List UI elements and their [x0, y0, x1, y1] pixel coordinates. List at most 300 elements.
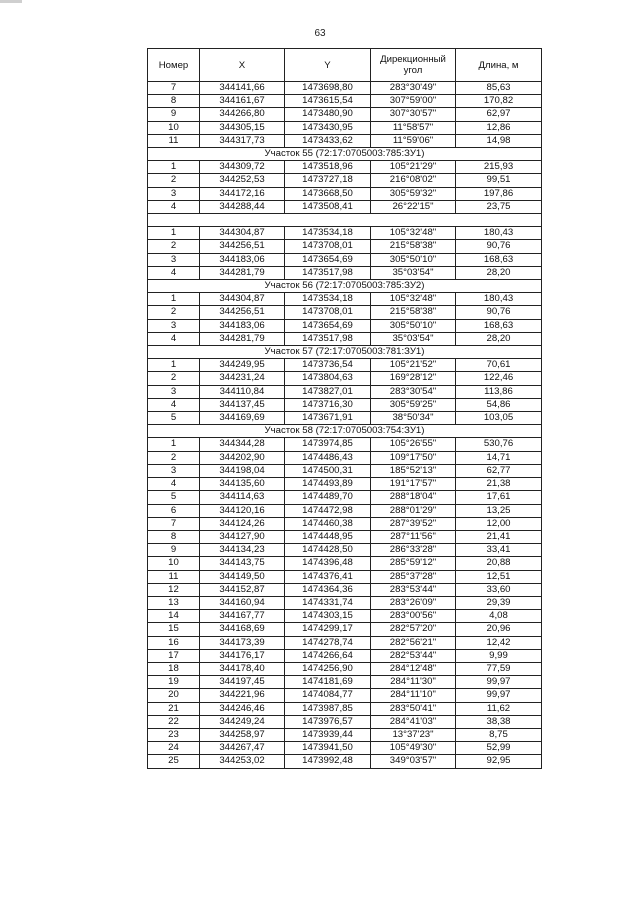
cell-x: 344120,16	[200, 504, 285, 517]
cell-length: 77,59	[456, 662, 542, 675]
section-header-row	[148, 280, 542, 293]
table-row	[148, 134, 542, 147]
cell-y: 1473518,96	[285, 161, 371, 174]
cell-y: 1474396,48	[285, 557, 371, 570]
cell-point-number: 2	[148, 174, 200, 187]
cell-y: 1474460,38	[285, 517, 371, 530]
cell-point-number: 22	[148, 715, 200, 728]
header-direction-angle: Дирекционный угол	[371, 49, 456, 82]
table-row	[148, 755, 542, 768]
cell-length: 85,63	[456, 82, 542, 95]
header-y: Y	[285, 49, 371, 82]
cell-point-number: 19	[148, 676, 200, 689]
cell-direction-angle: 11°59'06"	[371, 134, 456, 147]
cell-direction-angle: 283°26'09"	[371, 596, 456, 609]
cell-point-number: 9	[148, 544, 200, 557]
cell-y: 1474493,89	[285, 478, 371, 491]
table-row	[148, 636, 542, 649]
cell-direction-angle: 285°37'28"	[371, 570, 456, 583]
cell-point-number: 15	[148, 623, 200, 636]
cell-length: 4,08	[456, 610, 542, 623]
table-row	[148, 702, 542, 715]
section-header-row	[148, 425, 542, 438]
cell-length: 12,00	[456, 517, 542, 530]
cell-direction-angle: 283°53'44"	[371, 583, 456, 596]
cell-y: 1473671,91	[285, 412, 371, 425]
cell-point-number: 1	[148, 359, 200, 372]
cell-y: 1474486,43	[285, 451, 371, 464]
cell-direction-angle: 191°17'57"	[371, 478, 456, 491]
table-row	[148, 359, 542, 372]
cell-direction-angle: 284°11'10"	[371, 689, 456, 702]
cell-length: 14,98	[456, 134, 542, 147]
cell-direction-angle: 105°32'48"	[371, 293, 456, 306]
header-number: Номер	[148, 49, 200, 82]
cell-y: 1473534,18	[285, 227, 371, 240]
cell-length: 28,20	[456, 332, 542, 345]
table-row	[148, 662, 542, 675]
section-title: Участок 56 (72:17:0705003:785:ЗУ2)	[148, 280, 542, 293]
cell-y: 1474489,70	[285, 491, 371, 504]
table-row	[148, 596, 542, 609]
cell-x: 344317,73	[200, 134, 285, 147]
cell-point-number: 3	[148, 253, 200, 266]
cell-point-number: 3	[148, 464, 200, 477]
cell-length: 168,63	[456, 319, 542, 332]
cell-x: 344288,44	[200, 200, 285, 213]
cell-length: 8,75	[456, 728, 542, 741]
cell-direction-angle: 109°17'50"	[371, 451, 456, 464]
cell-direction-angle: 105°26'55"	[371, 438, 456, 451]
cell-length: 215,93	[456, 161, 542, 174]
cell-x: 344134,23	[200, 544, 285, 557]
cell-direction-angle: 185°52'13"	[371, 464, 456, 477]
cell-direction-angle: 13°37'23"	[371, 728, 456, 741]
cell-direction-angle: 11°58'57"	[371, 121, 456, 134]
cell-point-number: 6	[148, 504, 200, 517]
cell-direction-angle: 169°28'12"	[371, 372, 456, 385]
cell-point-number: 9	[148, 108, 200, 121]
cell-length: 113,86	[456, 385, 542, 398]
table-row	[148, 398, 542, 411]
cell-length: 33,41	[456, 544, 542, 557]
cell-length: 21,38	[456, 478, 542, 491]
cell-length: 12,86	[456, 121, 542, 134]
cell-x: 344141,66	[200, 82, 285, 95]
cell-y: 1473480,90	[285, 108, 371, 121]
coordinates-table	[147, 48, 542, 769]
cell-y: 1473698,80	[285, 82, 371, 95]
cell-x: 344152,87	[200, 583, 285, 596]
cell-x: 344267,47	[200, 742, 285, 755]
cell-point-number: 8	[148, 530, 200, 543]
cell-point-number: 3	[148, 319, 200, 332]
cell-point-number: 3	[148, 187, 200, 200]
cell-y: 1474331,74	[285, 596, 371, 609]
table-row	[148, 649, 542, 662]
cell-direction-angle: 216°08'02"	[371, 174, 456, 187]
cell-x: 344183,06	[200, 319, 285, 332]
cell-y: 1473992,48	[285, 755, 371, 768]
cell-direction-angle: 305°50'10"	[371, 253, 456, 266]
cell-y: 1473430,95	[285, 121, 371, 134]
table-row	[148, 478, 542, 491]
cell-y: 1474500,31	[285, 464, 371, 477]
header-x: X	[200, 49, 285, 82]
cell-direction-angle: 105°21'29"	[371, 161, 456, 174]
cell-y: 1473534,18	[285, 293, 371, 306]
table-row	[148, 623, 542, 636]
cell-point-number: 7	[148, 82, 200, 95]
table-row	[148, 504, 542, 517]
cell-direction-angle: 307°30'57"	[371, 108, 456, 121]
cell-x: 344197,45	[200, 676, 285, 689]
cell-y: 1473827,01	[285, 385, 371, 398]
cell-x: 344183,06	[200, 253, 285, 266]
cell-direction-angle: 215°58'38"	[371, 306, 456, 319]
cell-x: 344249,95	[200, 359, 285, 372]
section-header-row	[148, 148, 542, 161]
cell-direction-angle: 282°56'21"	[371, 636, 456, 649]
table-row	[148, 121, 542, 134]
cell-x: 344173,39	[200, 636, 285, 649]
cell-x: 344178,40	[200, 662, 285, 675]
cell-point-number: 13	[148, 596, 200, 609]
cell-length: 9,99	[456, 649, 542, 662]
cell-direction-angle: 38°50'34"	[371, 412, 456, 425]
cell-point-number: 25	[148, 755, 200, 768]
cell-x: 344256,51	[200, 306, 285, 319]
cell-y: 1473736,54	[285, 359, 371, 372]
cell-y: 1473668,50	[285, 187, 371, 200]
table-row	[148, 332, 542, 345]
cell-length: 99,97	[456, 676, 542, 689]
table-row	[148, 689, 542, 702]
cell-y: 1473987,85	[285, 702, 371, 715]
cell-x: 344110,84	[200, 385, 285, 398]
cell-y: 1474278,74	[285, 636, 371, 649]
cell-direction-angle: 105°32'48"	[371, 227, 456, 240]
cell-length: 14,71	[456, 451, 542, 464]
cell-direction-angle: 288°01'29"	[371, 504, 456, 517]
cell-x: 344281,79	[200, 266, 285, 279]
cell-direction-angle: 307°59'00"	[371, 95, 456, 108]
table-row	[148, 240, 542, 253]
cell-point-number: 7	[148, 517, 200, 530]
cell-length: 12,51	[456, 570, 542, 583]
table-row	[148, 544, 542, 557]
cell-point-number: 16	[148, 636, 200, 649]
cell-direction-angle: 215°58'38"	[371, 240, 456, 253]
cell-direction-angle: 283°30'49"	[371, 82, 456, 95]
cell-y: 1474472,98	[285, 504, 371, 517]
cell-length: 23,75	[456, 200, 542, 213]
cell-x: 344143,75	[200, 557, 285, 570]
cell-point-number: 18	[148, 662, 200, 675]
cell-x: 344304,87	[200, 227, 285, 240]
cell-length: 90,76	[456, 306, 542, 319]
cell-length: 180,43	[456, 227, 542, 240]
cell-direction-angle: 284°11'30"	[371, 676, 456, 689]
cell-point-number: 2	[148, 451, 200, 464]
cell-point-number: 5	[148, 412, 200, 425]
cell-x: 344169,69	[200, 412, 285, 425]
section-title: Участок 58 (72:17:0705003:754:ЗУ1)	[148, 425, 542, 438]
cell-x: 344176,17	[200, 649, 285, 662]
table-row	[148, 438, 542, 451]
cell-length: 90,76	[456, 240, 542, 253]
table-row	[148, 187, 542, 200]
cell-direction-angle: 283°00'56"	[371, 610, 456, 623]
cell-x: 344221,96	[200, 689, 285, 702]
cell-point-number: 10	[148, 557, 200, 570]
cell-x: 344231,24	[200, 372, 285, 385]
cell-point-number: 12	[148, 583, 200, 596]
cell-length: 92,95	[456, 755, 542, 768]
cell-y: 1473517,98	[285, 332, 371, 345]
cell-point-number: 2	[148, 240, 200, 253]
table-row	[148, 108, 542, 121]
cell-y: 1473708,01	[285, 240, 371, 253]
cell-point-number: 4	[148, 332, 200, 345]
cell-point-number: 21	[148, 702, 200, 715]
cell-y: 1474376,41	[285, 570, 371, 583]
table-row	[148, 464, 542, 477]
cell-direction-angle: 288°18'04"	[371, 491, 456, 504]
cell-direction-angle: 287°39'52"	[371, 517, 456, 530]
cell-y: 1473804,63	[285, 372, 371, 385]
cell-y: 1474181,69	[285, 676, 371, 689]
cell-y: 1474299,17	[285, 623, 371, 636]
cell-direction-angle: 349°03'57"	[371, 755, 456, 768]
cell-x: 344167,77	[200, 610, 285, 623]
cell-point-number: 5	[148, 491, 200, 504]
table-row	[148, 557, 542, 570]
cell-x: 344202,90	[200, 451, 285, 464]
cell-length: 21,41	[456, 530, 542, 543]
cell-length: 62,97	[456, 108, 542, 121]
cell-length: 168,63	[456, 253, 542, 266]
scan-corner-mark	[0, 0, 22, 3]
cell-y: 1473976,57	[285, 715, 371, 728]
cell-point-number: 11	[148, 134, 200, 147]
cell-y: 1473708,01	[285, 306, 371, 319]
table-row	[148, 451, 542, 464]
table-row	[148, 95, 542, 108]
table-row	[148, 293, 542, 306]
cell-length: 13,25	[456, 504, 542, 517]
section-title: Участок 55 (72:17:0705003:785:ЗУ1)	[148, 148, 542, 161]
table-row	[148, 319, 542, 332]
table-row	[148, 161, 542, 174]
cell-length: 530,76	[456, 438, 542, 451]
cell-length: 99,97	[456, 689, 542, 702]
cell-length: 197,86	[456, 187, 542, 200]
cell-length: 38,38	[456, 715, 542, 728]
cell-y: 1474364,36	[285, 583, 371, 596]
cell-length: 62,77	[456, 464, 542, 477]
cell-direction-angle: 305°59'25"	[371, 398, 456, 411]
cell-length: 70,61	[456, 359, 542, 372]
table-body	[148, 82, 542, 769]
cell-length: 11,62	[456, 702, 542, 715]
cell-direction-angle: 286°33'28"	[371, 544, 456, 557]
section-header-row	[148, 346, 542, 359]
cell-y: 1473433,62	[285, 134, 371, 147]
cell-point-number: 4	[148, 200, 200, 213]
cell-direction-angle: 285°59'12"	[371, 557, 456, 570]
cell-direction-angle: 35°03'54"	[371, 332, 456, 345]
blank-row	[148, 214, 542, 227]
cell-direction-angle: 282°53'44"	[371, 649, 456, 662]
cell-y: 1473941,50	[285, 742, 371, 755]
cell-length: 122,46	[456, 372, 542, 385]
cell-length: 54,86	[456, 398, 542, 411]
cell-x: 344309,72	[200, 161, 285, 174]
table-row	[148, 728, 542, 741]
table-row	[148, 742, 542, 755]
cell-x: 344127,90	[200, 530, 285, 543]
cell-point-number: 11	[148, 570, 200, 583]
cell-y: 1474428,50	[285, 544, 371, 557]
cell-point-number: 1	[148, 438, 200, 451]
cell-x: 344198,04	[200, 464, 285, 477]
cell-x: 344160,94	[200, 596, 285, 609]
cell-point-number: 20	[148, 689, 200, 702]
cell-direction-angle: 35°03'54"	[371, 266, 456, 279]
cell-x: 344135,60	[200, 478, 285, 491]
cell-x: 344256,51	[200, 240, 285, 253]
cell-point-number: 14	[148, 610, 200, 623]
cell-direction-angle: 282°57'20"	[371, 623, 456, 636]
cell-y: 1474448,95	[285, 530, 371, 543]
cell-x: 344114,63	[200, 491, 285, 504]
cell-point-number: 24	[148, 742, 200, 755]
cell-length: 33,60	[456, 583, 542, 596]
cell-y: 1474266,64	[285, 649, 371, 662]
cell-x: 344124,26	[200, 517, 285, 530]
cell-length: 99,51	[456, 174, 542, 187]
cell-length: 12,42	[456, 636, 542, 649]
cell-point-number: 4	[148, 266, 200, 279]
cell-y: 1473508,41	[285, 200, 371, 213]
cell-length: 180,43	[456, 293, 542, 306]
table-row	[148, 530, 542, 543]
cell-direction-angle: 105°21'52"	[371, 359, 456, 372]
cell-point-number: 1	[148, 227, 200, 240]
table-row	[148, 491, 542, 504]
table-row	[148, 82, 542, 95]
cell-length: 170,82	[456, 95, 542, 108]
cell-x: 344246,46	[200, 702, 285, 715]
cell-point-number: 3	[148, 385, 200, 398]
cell-point-number: 2	[148, 372, 200, 385]
cell-direction-angle: 283°50'41"	[371, 702, 456, 715]
cell-point-number: 2	[148, 306, 200, 319]
table-row	[148, 174, 542, 187]
table-row	[148, 372, 542, 385]
cell-point-number: 23	[148, 728, 200, 741]
cell-direction-angle: 305°59'32"	[371, 187, 456, 200]
cell-length: 103,05	[456, 412, 542, 425]
cell-y: 1473654,69	[285, 319, 371, 332]
table-row	[148, 610, 542, 623]
cell-y: 1473615,54	[285, 95, 371, 108]
table-row	[148, 570, 542, 583]
cell-x: 344161,67	[200, 95, 285, 108]
cell-length: 28,20	[456, 266, 542, 279]
cell-y: 1473939,44	[285, 728, 371, 741]
cell-x: 344149,50	[200, 570, 285, 583]
table-row	[148, 266, 542, 279]
table-row	[148, 412, 542, 425]
cell-point-number: 4	[148, 398, 200, 411]
table-row	[148, 676, 542, 689]
table-row	[148, 253, 542, 266]
table-header-row	[148, 49, 542, 82]
cell-x: 344305,15	[200, 121, 285, 134]
cell-direction-angle: 26°22'15"	[371, 200, 456, 213]
header-length: Длина, м	[456, 49, 542, 82]
table-row	[148, 227, 542, 240]
cell-y: 1473727,18	[285, 174, 371, 187]
cell-point-number: 1	[148, 161, 200, 174]
cell-x: 344249,24	[200, 715, 285, 728]
cell-x: 344266,80	[200, 108, 285, 121]
cell-length: 20,88	[456, 557, 542, 570]
cell-length: 52,99	[456, 742, 542, 755]
cell-y: 1474256,90	[285, 662, 371, 675]
cell-x: 344304,87	[200, 293, 285, 306]
cell-x: 344253,02	[200, 755, 285, 768]
cell-point-number: 1	[148, 293, 200, 306]
table-row	[148, 200, 542, 213]
cell-point-number: 8	[148, 95, 200, 108]
blank-cell	[148, 214, 542, 227]
cell-x: 344172,16	[200, 187, 285, 200]
cell-direction-angle: 105°49'30"	[371, 742, 456, 755]
cell-length: 17,61	[456, 491, 542, 504]
section-title: Участок 57 (72:17:0705003:781:ЗУ1)	[148, 346, 542, 359]
cell-direction-angle: 287°11'56"	[371, 530, 456, 543]
cell-x: 344344,28	[200, 438, 285, 451]
page-number: 63	[314, 28, 326, 39]
cell-direction-angle: 305°50'10"	[371, 319, 456, 332]
cell-y: 1473716,30	[285, 398, 371, 411]
cell-length: 20,96	[456, 623, 542, 636]
cell-x: 344252,53	[200, 174, 285, 187]
table-row	[148, 715, 542, 728]
cell-direction-angle: 283°30'54"	[371, 385, 456, 398]
cell-y: 1474303,15	[285, 610, 371, 623]
cell-y: 1473517,98	[285, 266, 371, 279]
cell-x: 344281,79	[200, 332, 285, 345]
cell-point-number: 17	[148, 649, 200, 662]
cell-y: 1473974,85	[285, 438, 371, 451]
cell-x: 344137,45	[200, 398, 285, 411]
cell-y: 1473654,69	[285, 253, 371, 266]
table-row	[148, 306, 542, 319]
cell-direction-angle: 284°12'48"	[371, 662, 456, 675]
cell-point-number: 10	[148, 121, 200, 134]
cell-length: 29,39	[456, 596, 542, 609]
cell-direction-angle: 284°41'03"	[371, 715, 456, 728]
table-row	[148, 385, 542, 398]
cell-point-number: 4	[148, 478, 200, 491]
table-row	[148, 517, 542, 530]
cell-y: 1474084,77	[285, 689, 371, 702]
cell-x: 344168,69	[200, 623, 285, 636]
